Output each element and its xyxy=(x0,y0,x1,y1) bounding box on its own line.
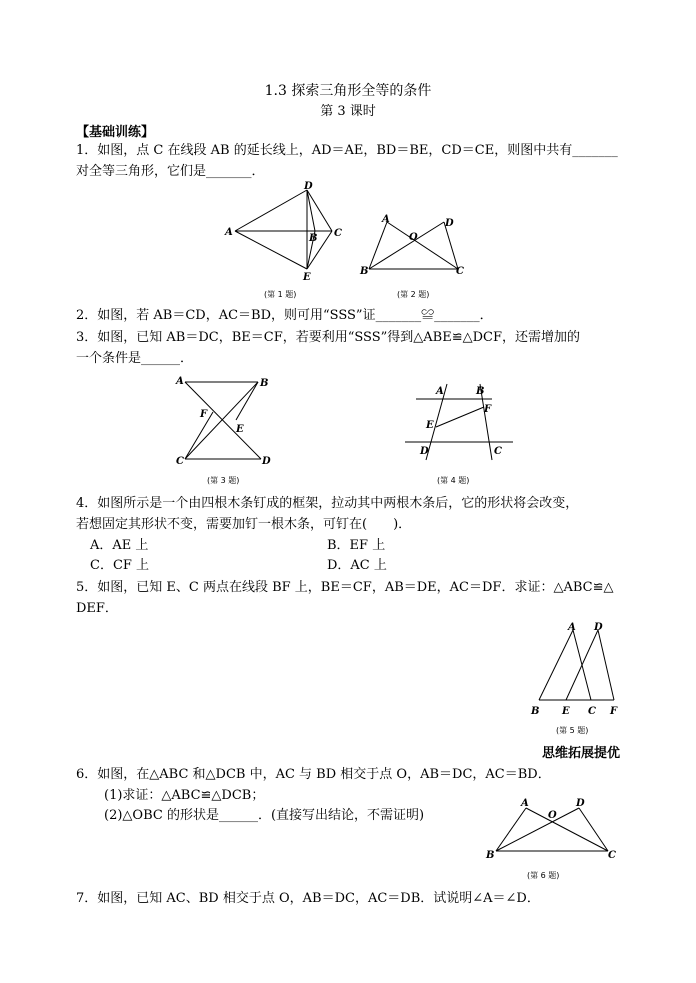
fig5-label-b: B xyxy=(531,706,540,717)
q6-sub1: (1)求证：△ABC≌△DCB； xyxy=(104,788,265,803)
fig4-label-f: F xyxy=(484,404,492,415)
fig4-label-a: A xyxy=(436,386,444,397)
fig4-label-b: B xyxy=(476,386,485,397)
fig5-label-d: D xyxy=(594,622,603,633)
page-subtitle: 第 3 课时 xyxy=(320,104,376,119)
fig3-label-a: A xyxy=(176,376,184,387)
q6-line1: 6．如图，在△ABC 和△DCB 中，AC 与 BD 相交于点 O，AB＝DC，AC＝BD． xyxy=(76,767,551,782)
fig4-label-d: D xyxy=(420,446,429,457)
fig5-label-a: A xyxy=(568,622,576,633)
fig6-label-b: B xyxy=(486,850,495,861)
q5-line1: 5．如图，已知 E、C 两点在线段 BF 上，BE＝CF，AB＝DE，AC＝DF．求证：△ABC≌△ xyxy=(76,580,614,595)
fig2-label-c: C xyxy=(456,266,464,277)
fig5-label-c: C xyxy=(588,706,596,717)
section-advanced-heading: 思维拓展提优 xyxy=(541,746,620,761)
q6-sub2: (2)△OBC 的形状是______．(直接写出结论，不需证明) xyxy=(104,808,425,823)
fig6-caption: (第 6 题) xyxy=(527,871,560,880)
section-basic-heading: 【基础训练】 xyxy=(76,125,155,140)
fig5-label-e: E xyxy=(562,706,570,717)
fig1-label-c: C xyxy=(334,228,342,239)
fig5-label-f: F xyxy=(610,706,618,717)
fig1-label-b: B xyxy=(309,233,318,244)
fig2-label-b: B xyxy=(360,266,369,277)
page-title: 1.3 探索三角形全等的条件 xyxy=(264,83,432,99)
fig4-caption: (第 4 题) xyxy=(437,476,470,485)
q2-line1: 2．如图，若 AB＝CD，AC＝BD，则可用“SSS”证_______≌_______． xyxy=(76,308,493,323)
fig6-label-o: O xyxy=(548,810,557,821)
fig3-label-f: F xyxy=(200,409,208,420)
q5-line2: DEF． xyxy=(76,601,118,616)
fig3-label-e: E xyxy=(236,424,244,435)
fig1-label-a: A xyxy=(225,227,233,238)
fig1-caption: (第 1 题) xyxy=(264,290,297,299)
q3-line2: 一个条件是______． xyxy=(76,351,194,366)
q4-line2: 若想固定其形状不变，需要加钉一根木条，可钉在( )． xyxy=(76,517,412,532)
fig1-label-d: D xyxy=(304,181,313,192)
q4-line1: 4．如图所示是一个由四根木条钉成的框架，拉动其中两根木条后，它的形状将会改变， xyxy=(76,496,579,511)
figure-1 xyxy=(225,181,355,298)
q1-line1: 1．如图，点 C 在线段 AB 的延长线上，AD＝AE，BD＝BE，CD＝CE，则图中共有_______ xyxy=(76,143,618,158)
figure-3 xyxy=(176,374,276,468)
fig3-caption: (第 3 题) xyxy=(207,476,240,485)
q4-option-a: A．AE 上 xyxy=(90,538,149,553)
fig2-label-a: A xyxy=(382,214,390,225)
fig3-label-b: B xyxy=(260,378,269,389)
q4-option-b: B．EF 上 xyxy=(327,538,386,553)
figure-6 xyxy=(484,796,620,862)
figure-5 xyxy=(528,620,624,720)
fig6-label-a: A xyxy=(521,798,529,809)
q1-line2: 对全等三角形，它们是_______． xyxy=(76,164,265,179)
fig5-caption: (第 5 题) xyxy=(556,726,589,735)
fig4-label-e: E xyxy=(426,420,434,431)
fig1-label-e: E xyxy=(303,272,311,283)
q3-line1: 3．如图，已知 AB＝DC，BE＝CF，若要利用“SSS”得到△ABE≌△DCF，还需增加的 xyxy=(76,330,580,345)
fig3-label-d: D xyxy=(262,456,271,467)
fig6-label-c: C xyxy=(608,850,616,861)
fig2-label-o: O xyxy=(409,232,418,243)
fig4-label-c: C xyxy=(494,446,502,457)
fig2-label-d: D xyxy=(445,218,454,229)
q7-line1: 7．如图，已知 AC、BD 相交于点 O，AB＝DC，AC＝DB．试说明∠A＝∠D． xyxy=(76,891,540,906)
fig3-label-c: C xyxy=(176,456,184,467)
fig6-label-d: D xyxy=(576,798,585,809)
fig2-caption: (第 2 题) xyxy=(397,290,430,299)
figure-2 xyxy=(360,212,470,277)
q4-option-d: D．AC 上 xyxy=(327,558,387,573)
q4-option-c: C．CF 上 xyxy=(90,558,150,573)
figure-4 xyxy=(400,382,520,462)
